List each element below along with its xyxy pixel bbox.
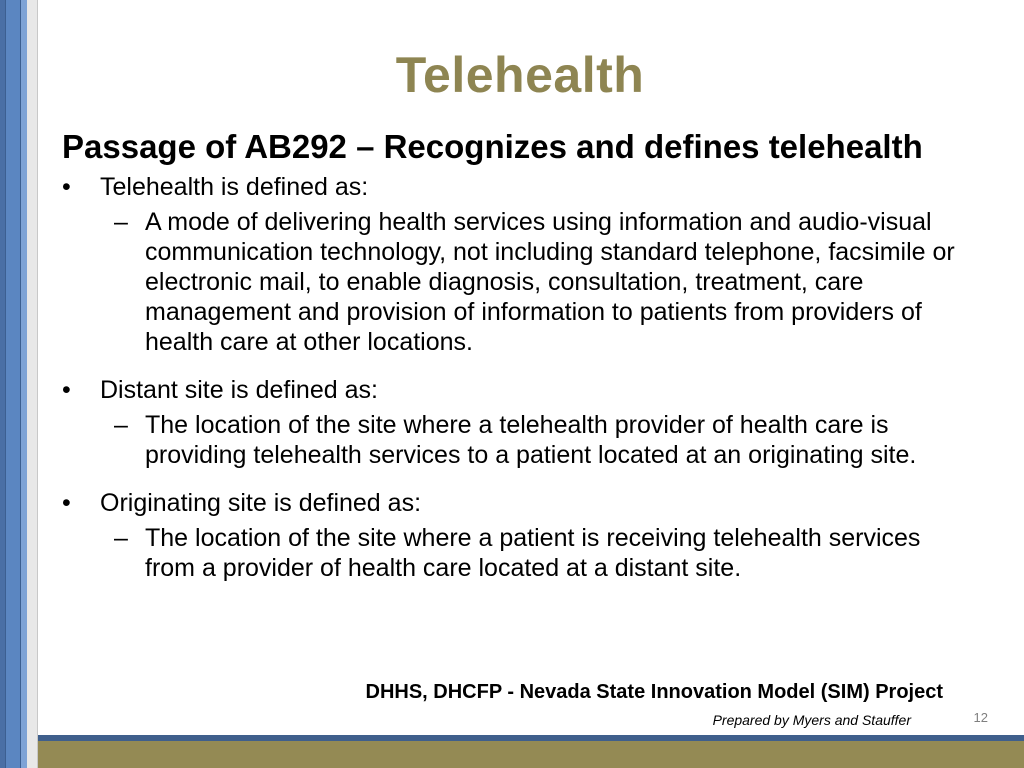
bullet-text: Distant site is defined as: bbox=[100, 376, 378, 404]
slide-title: Telehealth bbox=[395, 47, 645, 103]
slide-body bbox=[62, 128, 962, 601]
bottom-decor-bar bbox=[38, 741, 1024, 768]
bullet-text: Telehealth is defined as: bbox=[100, 173, 369, 201]
footer-project-name: DHHS, DHCFP - Nevada State Innovation Model (SIM) Project bbox=[365, 681, 943, 703]
sub-bullet-item bbox=[62, 207, 962, 357]
bullet-item bbox=[62, 375, 962, 405]
sub-bullet-text: The location of the site where a patient is receiving telehealth services from a provider of health care located at a distant site. bbox=[145, 524, 921, 582]
bullet-item bbox=[62, 172, 962, 202]
bullet-icon: • bbox=[62, 376, 71, 404]
left-decor-bar bbox=[5, 0, 21, 768]
left-decor-bar bbox=[27, 0, 37, 768]
bullet-icon: • bbox=[62, 489, 71, 517]
dash-icon: – bbox=[114, 524, 128, 552]
dash-icon: – bbox=[114, 411, 128, 439]
bullet-item bbox=[62, 488, 962, 518]
left-decor-bar bbox=[37, 0, 41, 768]
sub-bullet-text: A mode of delivering health services using information and audio-visual communication technology, not including standard telephone, facsimile or electronic mail, to enable diagnosis, consultation, treatment, care management and provision of information to patients from providers of health care at other locations. bbox=[145, 208, 955, 356]
page-number: 12 bbox=[973, 710, 988, 725]
dash-icon: – bbox=[114, 208, 128, 236]
sub-bullet-item bbox=[62, 410, 962, 470]
sub-bullet-item bbox=[62, 523, 962, 583]
bullet-text: Originating site is defined as: bbox=[100, 489, 422, 517]
bullet-icon: • bbox=[62, 173, 71, 201]
footer-prepared-by: Prepared by Myers and Stauffer bbox=[712, 712, 911, 728]
sub-bullet-text: The location of the site where a telehealth provider of health care is providing telehealth services to a patient located at an originating site. bbox=[145, 411, 917, 469]
slide-heading: Passage of AB292 – Recognizes and defines telehealth bbox=[62, 128, 923, 165]
